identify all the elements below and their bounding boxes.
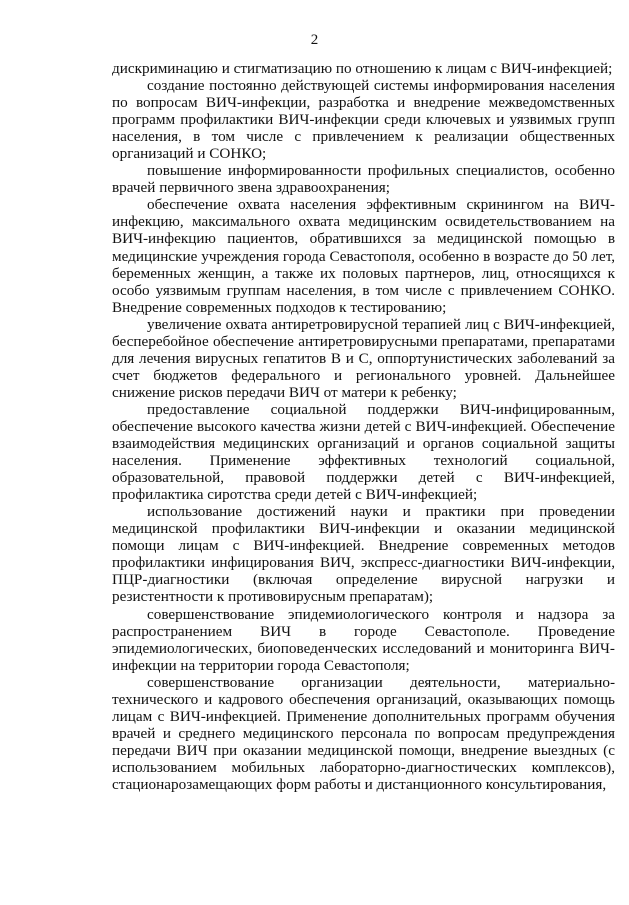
- paragraph-social-support: предоставление социальной поддержки ВИЧ-инфицированным, обеспечение высокого качества жизни детей с ВИЧ-инфекцией. Обеспечение взаимодействия медицинских организаций и органов социальной защиты населения. Применение эффективных технологий социальной, образовательной, правовой поддержки детей с ВИЧ-инфекцией, профилактика сиротства среди детей с ВИЧ-инфекцией;: [112, 400, 615, 504]
- paragraph-science-practice: использование достижений науки и практики при проведении медицинской профилактики ВИЧ-инфекции и оказании медицинской помощи лицам с ВИЧ-инфекцией. Внедрение современных методов профилактики инфицирования ВИЧ, экспресс-диагностики ВИЧ-инфекции, ПЦР-диагностики (включая определение вирусной нагрузки и резистентности к противовирусным препаратам);: [112, 503, 615, 606]
- paragraph-screening: обеспечение охвата населения эффективным скринингом на ВИЧ-инфекцию, максимального охвата медицинским освидетельствованием на ВИЧ-инфекцию пациентов, обратившихся за медицинской помощью в медицинские учреждения города Севастополя, особенно в возрасте до 50 лет, беременных женщин, а также их половых партнеров, лиц, относящихся к особо уязвимым группам населения, в том числе с привлечением СОНКО. Внедрение современных подходов к тестированию;: [112, 196, 615, 316]
- paragraph-information-system: создание постоянно действующей системы информирования населения по вопросам ВИЧ-инфекции, разработка и внедрение межведомственных программ профилактики ВИЧ-инфекции среди ключевых и уязвимых групп населения, в том числе с привлечением к реализации общественных организаций и СОНКО;: [112, 77, 615, 163]
- page-number: 2: [310, 32, 319, 48]
- paragraph-antiretroviral-therapy: увеличение охвата антиретровирусной терапией лиц с ВИЧ-инфекцией, бесперебойное обеспечение антиретровирусными препаратами, препаратами для лечения вирусных гепатитов В и С, оппортунистических заболеваний за счет бюджетов федерального и регионального уровней. Дальнейшее снижение рисков передачи ВИЧ от матери к ребенку;: [112, 315, 615, 401]
- paragraph-epidemiological-control: совершенствование эпидемиологического контроля и надзора за распространением ВИЧ в городе Севастополе. Проведение эпидемиологических, биоповеденческих исследований и мониторинга ВИЧ-инфекции на территории города Севастополя;: [112, 605, 615, 674]
- document-body: [112, 60, 615, 793]
- paragraph-organization-improvement: совершенствование организации деятельности, материально-технического и кадрового обеспечения организаций, оказывающих помощь лицам с ВИЧ-инфекцией. Применение дополнительных программ обучения врачей и среднего медицинского персонала по вопросам предупреждения передачи ВИЧ при оказании медицинской помощи, внедрение выездных (с использованием мобильных лабораторно-диагностических комплексов), стационарозамещающих форм работы и дистанционного консультирования,: [112, 673, 615, 793]
- paragraph-continuation: дискриминацию и стигматизацию по отношению к лицам с ВИЧ-инфекцией;: [112, 60, 613, 77]
- paragraph-specialist-awareness: повышение информированности профильных специалистов, особенно врачей первичного звена здравоохранения;: [112, 162, 615, 197]
